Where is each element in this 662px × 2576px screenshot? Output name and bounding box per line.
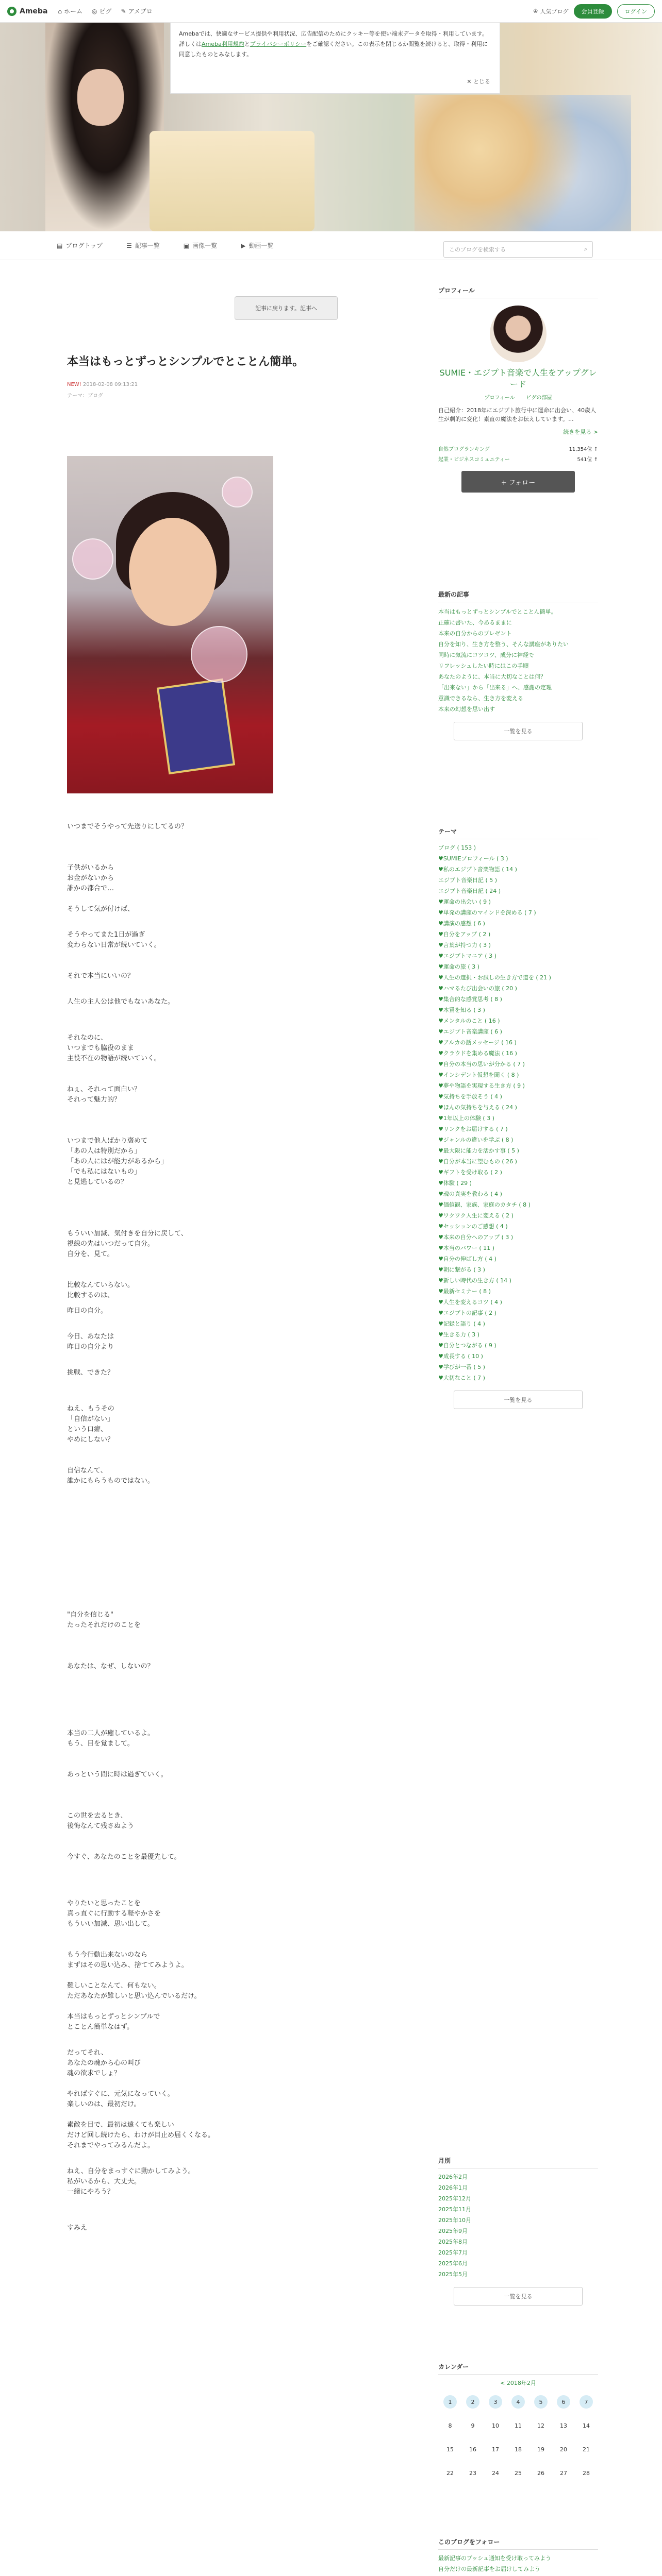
theme-link[interactable]: ♥人生を変えるコツ ( 4 ) bbox=[438, 1299, 502, 1306]
list-icon: ☰ bbox=[126, 242, 132, 249]
follow-button[interactable]: + フォロー bbox=[461, 471, 575, 493]
theme-link[interactable]: ♥講演の感想 ( 6 ) bbox=[438, 920, 485, 927]
theme-link[interactable]: ♥生きる力 ( 3 ) bbox=[438, 1331, 479, 1338]
archive-link[interactable]: 2025年12月 bbox=[438, 2195, 471, 2202]
header-portrait bbox=[45, 23, 164, 231]
theme-link[interactable]: ♥単発の講座のマインドを深める ( 7 ) bbox=[438, 909, 536, 916]
calendar-caption[interactable]: < 2018年2月 bbox=[500, 2380, 536, 2386]
calendar-day[interactable]: 23 bbox=[469, 2469, 476, 2477]
theme-link[interactable]: ♥運命の旅 ( 3 ) bbox=[438, 963, 479, 970]
entry-paragraph: ねえ、自分をまっすぐに動かしてみよう。 私がいるから、大丈夫。 一緒にやろう？ bbox=[67, 2167, 195, 2196]
archive-link[interactable]: 2025年6月 bbox=[438, 2260, 468, 2267]
calendar-day[interactable]: 1 bbox=[443, 2395, 457, 2409]
ranking-list bbox=[438, 445, 598, 465]
calendar-day[interactable]: 4 bbox=[511, 2395, 525, 2409]
entry-paragraph: この世を去るとき、 後悔なんて残さぬよう bbox=[67, 1812, 135, 1830]
entry-paragraph: 本当の二人が癒しているよ。 もう、目を覚まして。 bbox=[67, 1730, 155, 1748]
ranking-row[interactable]: 起業・ビジネスコミュニティー 541位 ↑ bbox=[438, 457, 598, 463]
calendar bbox=[438, 2379, 598, 2485]
entry-paragraph: やればすぐに、元気になっていく。 楽しいのは、最初だけ。 bbox=[67, 2090, 174, 2108]
archive-link[interactable]: 2025年5月 bbox=[438, 2271, 468, 2278]
calendar-day[interactable]: 15 bbox=[446, 2446, 454, 2453]
entry-paragraph: 難しいことなんて、何もない。 ただあなたが難しいと思い込んでいるだけ。 bbox=[67, 1982, 201, 2000]
entry-paragraph: やりたいと思ったことを 真っ直ぐに行動する軽やかさを もういい加減、思い出して。 bbox=[67, 1900, 161, 1928]
profile-avatar[interactable] bbox=[490, 306, 547, 362]
blog-header-image bbox=[0, 23, 662, 231]
entry-paragraph: それで本当にいいの？ bbox=[67, 972, 135, 980]
topbar bbox=[0, 0, 662, 23]
theme-link[interactable]: ♥気持ちを手放そう ( 4 ) bbox=[438, 1093, 502, 1100]
theme-link[interactable]: ♥エジプトマニア ( 3 ) bbox=[438, 953, 496, 959]
entry-paragraph: ねえ、もうその 「自信がない」 という口癖、 やめにしない？ bbox=[67, 1405, 114, 1444]
theme-link[interactable]: ♥本質を知る ( 3 ) bbox=[438, 1007, 485, 1013]
entry-paragraph: ねぇ、それって面白い？ それって魅力的？ bbox=[67, 1086, 141, 1104]
entry-meta bbox=[67, 382, 138, 387]
calendar-day[interactable]: 7 bbox=[580, 2395, 593, 2409]
profile-box bbox=[438, 286, 598, 493]
theme-link[interactable]: ♥自分の伸ばし方 ( 4 ) bbox=[438, 1256, 496, 1262]
blog-nav-videos[interactable]: ▶ 動画一覧 bbox=[241, 242, 274, 249]
entry-paragraph: それなのに、 いつまでも脇役のまま 主役不在の物語が続いていく。 bbox=[67, 1034, 161, 1062]
top-nav-item-pigg[interactable]: ◎ ピグ bbox=[92, 7, 112, 15]
photo-card bbox=[157, 679, 235, 774]
theme-link[interactable]: ♥魂の真実を教わる ( 4 ) bbox=[438, 1191, 502, 1197]
themes-box bbox=[438, 827, 598, 1409]
recent-entry-link[interactable]: あなたのように、本当に大切なことは何？ bbox=[438, 673, 546, 680]
recent-entry-link[interactable]: 本来の自分からのプレゼント bbox=[438, 630, 512, 637]
theme-link[interactable]: ♥ハマるたび出会いの旅 ( 20 ) bbox=[438, 985, 517, 992]
recent-entry-link[interactable]: 本当はもっとずっとシンプルでとことん簡単。 bbox=[438, 608, 557, 615]
blog-nav-top[interactable]: ▤ ブログトップ bbox=[57, 242, 103, 249]
calendar-day[interactable]: 19 bbox=[537, 2446, 544, 2453]
entry-paragraph: 本当はもっとずっとシンプルで とことん簡単なはず。 bbox=[67, 2013, 160, 2031]
profile-name[interactable]: SUMIE・エジプト音楽で人生をアップグレード bbox=[439, 368, 597, 389]
content-wrap bbox=[0, 260, 662, 2576]
entry-paragraph: 人生の主人公は他でもないあなた。 bbox=[67, 998, 175, 1006]
crown-icon: ♔ bbox=[533, 8, 538, 14]
theme-link[interactable]: ♥1年以上の体験 ( 3 ) bbox=[438, 1115, 494, 1122]
calendar-box bbox=[438, 2362, 598, 2485]
theme-link[interactable]: ♥クラウドを集める魔法 ( 16 ) bbox=[438, 1050, 517, 1057]
entry-photo[interactable] bbox=[67, 456, 273, 793]
header-flowers bbox=[415, 95, 631, 231]
theme-link[interactable]: ♥リンクをお届けする ( 7 ) bbox=[438, 1126, 508, 1132]
calendar-day[interactable]: 9 bbox=[471, 2422, 475, 2429]
calendar-day[interactable]: 20 bbox=[560, 2446, 567, 2453]
recent-heading: 最新の記事 bbox=[438, 590, 598, 602]
theme-link[interactable]: ♥メンタルのこと ( 16 ) bbox=[438, 1018, 500, 1024]
theme-link[interactable]: ♥自分をアップ ( 2 ) bbox=[438, 931, 491, 938]
video-icon: ▶ bbox=[241, 242, 246, 249]
theme-link[interactable]: ♥セッションのご感想 ( 4 ) bbox=[438, 1223, 508, 1230]
profile-desc: 自己紹介：2018年にエジプト旅行中に運命に出会い、40歳人生が劇的に変化！素直の魔法をお伝えしています。... bbox=[438, 407, 596, 422]
calendar-day[interactable]: 26 bbox=[537, 2469, 544, 2477]
camera-icon: ▣ bbox=[183, 242, 190, 249]
notice-close-button[interactable]: ✕ とじる bbox=[467, 78, 490, 85]
home-icon: ▤ bbox=[57, 242, 63, 249]
theme-list bbox=[438, 842, 598, 1383]
recent-entry-link[interactable]: 自分を知り、生き方を整う、そんな講座がありたい bbox=[438, 641, 569, 648]
calendar-day[interactable]: 13 bbox=[560, 2422, 567, 2429]
theme-link[interactable]: ♥夢や物語を実現する生き方 ( 9 ) bbox=[438, 1082, 525, 1089]
theme-link[interactable]: ♥ほんの気持ちを与える ( 24 ) bbox=[438, 1104, 517, 1111]
login-button[interactable]: ログイン bbox=[617, 4, 655, 19]
calendar-day[interactable]: 2 bbox=[466, 2395, 479, 2409]
ameba-logo[interactable]: Ameba bbox=[7, 7, 47, 16]
follow-option-link[interactable]: 最新記事のプッシュ通知を受け取ってみよう bbox=[438, 2555, 552, 2562]
theme-link[interactable]: ♥言葉が持つ力 ( 3 ) bbox=[438, 942, 491, 948]
recent-entry-link[interactable]: 意識できるなら、生き方を変える bbox=[438, 695, 523, 702]
entry-paragraph: もういい加減、気付きを自分に戻して、 視線の先はいつだって自分。 自分を、見て。 bbox=[67, 1230, 188, 1258]
theme-link[interactable]: ブログ ( 153 ) bbox=[438, 844, 476, 851]
entry-date: 2018-02-08 09:13:21 bbox=[82, 382, 138, 387]
calendar-week bbox=[438, 2461, 598, 2485]
popular-blog-link[interactable]: ♔ 人気ブログ bbox=[533, 8, 569, 15]
archive-link[interactable]: 2025年8月 bbox=[438, 2239, 468, 2245]
theme-link[interactable]: ♥アルカの話メッセージ ( 16 ) bbox=[438, 1039, 517, 1046]
calendar-day[interactable]: 6 bbox=[557, 2395, 570, 2409]
recent-entry-link[interactable]: 本来の幻想を思い出す bbox=[438, 706, 495, 713]
calendar-day[interactable]: 22 bbox=[446, 2469, 454, 2477]
calendar-day[interactable]: 24 bbox=[492, 2469, 499, 2477]
calendar-heading: カレンダー bbox=[438, 2362, 598, 2375]
entry-paragraph: あっという間に時は過ぎていく。 bbox=[67, 1771, 168, 1778]
entry-paragraph: "自分を信じる" たったそれだけのことを bbox=[67, 1611, 141, 1629]
profile-more-link[interactable]: 続きを見る > bbox=[563, 429, 598, 435]
archive-heading: 月別 bbox=[438, 2156, 598, 2168]
calendar-day[interactable]: 27 bbox=[560, 2469, 567, 2477]
ranking-row[interactable]: 自然ブログランキング 11,354位 ↑ bbox=[438, 447, 598, 452]
theme-link[interactable]: ♥運命の出会い ( 9 ) bbox=[438, 899, 491, 905]
theme-link[interactable]: ♥大切なこと ( 7 ) bbox=[438, 1375, 485, 1381]
calendar-day[interactable]: 28 bbox=[583, 2469, 590, 2477]
entry-paragraph: いつまでそうやって先送りにしてるの？ bbox=[67, 823, 188, 831]
theme-link[interactable]: ♥価値観、家族、家庭のカタチ ( 8 ) bbox=[438, 1201, 531, 1208]
archive-link[interactable]: 2025年11月 bbox=[438, 2206, 471, 2213]
blog-search-input[interactable]: このブログを検索する ⌕ bbox=[443, 241, 593, 258]
entry-paragraph: すみえ bbox=[67, 2224, 88, 2232]
top-nav bbox=[58, 7, 152, 15]
theme-link[interactable]: ♥インシデント仮想を聞く ( 8 ) bbox=[438, 1072, 519, 1078]
blog-nav-entries[interactable]: ☰ 記事一覧 bbox=[126, 242, 160, 249]
theme-link[interactable]: ♥集合的な感覚思考 ( 8 ) bbox=[438, 996, 502, 1003]
theme-link[interactable]: ♥本来の自分へのアップ ( 3 ) bbox=[438, 1234, 514, 1241]
top-nav-item-home[interactable]: ⌂ ホーム bbox=[58, 7, 83, 15]
terms-link[interactable]: Ameba利用規約 bbox=[202, 41, 244, 47]
entry-paragraph: そうやってまた1日が過ぎ 変わらない日常が続いていく。 bbox=[67, 931, 161, 949]
privacy-link[interactable]: プライバシーポリシー bbox=[250, 41, 307, 47]
cookie-notice: Amebaでは、快適なサービス提供や利用状況、広告配信のためにクッキー等を使い端末データを取得・利用しています。詳しくはAmeba利用規約とプライバシーポリシーをご確認ください。この表示を閉じるか閲覧を続けると、取得・利用に同意したものとみなします。 ✕ とじる bbox=[170, 23, 500, 94]
follow-box bbox=[438, 2537, 598, 2576]
follow-heading: このブログをフォロー bbox=[438, 2537, 598, 2550]
entry-paragraph: 自信なんて、 誰かにもらうものではない。 bbox=[67, 1467, 155, 1485]
entry-paragraph: 素敵を目で、最初は遠くても楽しい だけど回し続けたら、わけが目止め届くくなる。 それまでやってみるんだよ。 bbox=[67, 2121, 215, 2149]
theme-link[interactable]: ♥学びが一番 ( 5 ) bbox=[438, 1364, 485, 1370]
calendar-day[interactable]: 25 bbox=[515, 2469, 522, 2477]
theme-link[interactable]: ♥エジプト音楽講座 ( 6 ) bbox=[438, 1028, 502, 1035]
theme-link[interactable]: ♥体験 ( 29 ) bbox=[438, 1180, 472, 1187]
calendar-day[interactable]: 12 bbox=[537, 2422, 544, 2429]
recent-entries-box bbox=[438, 590, 598, 740]
archive-link[interactable]: 2025年7月 bbox=[438, 2249, 468, 2256]
archive-link[interactable]: 2025年10月 bbox=[438, 2217, 471, 2224]
theme-link[interactable]: ♥朝に繋がる ( 3 ) bbox=[438, 1266, 485, 1273]
entry-paragraph: 今日、あなたは 昨日の自分より bbox=[67, 1333, 114, 1351]
theme-link[interactable]: ♥記録と語り ( 4 ) bbox=[438, 1320, 485, 1327]
themes-heading: テーマ bbox=[438, 827, 598, 839]
register-button[interactable]: 会員登録 bbox=[574, 4, 612, 19]
theme-link[interactable]: エジプト音楽日記 ( 5 ) bbox=[438, 877, 498, 884]
themes-list-button[interactable]: 一覧を見る bbox=[454, 1391, 583, 1409]
calendar-day[interactable]: 3 bbox=[489, 2395, 502, 2409]
home-icon: ⌂ bbox=[58, 7, 62, 15]
pigg-icon: ◎ bbox=[92, 7, 97, 15]
theme-link[interactable]: ♥エジプトの記事 ( 2 ) bbox=[438, 1310, 496, 1316]
photo-bubble bbox=[72, 538, 113, 580]
archive-box bbox=[438, 2156, 598, 2306]
blog-nav-images[interactable]: ▣ 画像一覧 bbox=[183, 242, 218, 249]
theme-link[interactable]: エジプト音楽日記 ( 24 ) bbox=[438, 888, 501, 894]
pigg-room-link[interactable]: ピグの部屋 bbox=[526, 395, 552, 401]
recent-entry-link[interactable]: 「出来ない」から「出来る」へ、感謝の定理 bbox=[438, 684, 552, 691]
theme-link[interactable]: ♥新しい時代の生き方 ( 14 ) bbox=[438, 1277, 511, 1284]
top-nav-item-ameblo[interactable]: ✎ アメブロ bbox=[121, 7, 153, 15]
entry-paragraph: いつまで他人ばかり褒めて 「あの人は特別だから」 「あの人にはが能力があるから」 「でも私にはないもの」 と見逃しているの？ bbox=[67, 1137, 168, 1186]
theme-link[interactable]: ♥本当のパワー ( 11 ) bbox=[438, 1245, 494, 1251]
entry-paragraph: だってそれ、 あなたの魂から心の叫び 魂の欲求でしょ？ bbox=[67, 2049, 141, 2077]
archive-link[interactable]: 2025年9月 bbox=[438, 2228, 468, 2234]
recent-entry-link[interactable]: リフレッシュしたい時にはこの手順 bbox=[438, 663, 529, 669]
theme-link[interactable]: ♥ワクワク人生に変える ( 2 ) bbox=[438, 1212, 514, 1219]
photo-bubble bbox=[191, 626, 247, 683]
search-icon[interactable]: ⌕ bbox=[584, 246, 587, 252]
calendar-day[interactable]: 5 bbox=[534, 2395, 548, 2409]
entry-paragraph: そうして気が付けば、 bbox=[67, 905, 135, 913]
profile-heading: プロフィール bbox=[438, 286, 598, 298]
recent-entry-link[interactable]: 正確に書いた、今あるままに bbox=[438, 619, 512, 626]
profile-link[interactable]: プロフィール bbox=[484, 395, 515, 401]
archive-link[interactable]: 2026年1月 bbox=[438, 2184, 468, 2191]
follow-list bbox=[438, 2553, 598, 2576]
top-right-actions bbox=[533, 4, 655, 19]
theme-link[interactable]: ♥成長する ( 10 ) bbox=[438, 1353, 483, 1360]
theme-link[interactable]: ♥人生の選択・お試しの生き方で道を ( 21 ) bbox=[438, 974, 551, 981]
header-cake bbox=[150, 131, 315, 231]
recent-list-button[interactable]: 一覧を見る bbox=[454, 722, 583, 740]
entry-paragraph: もう今行動出来ないのなら まずはその思い込み、捨ててみようよ。 bbox=[67, 1951, 188, 1969]
entry-paragraph: 今すぐ、あなたのことを最優先して。 bbox=[67, 1853, 181, 1861]
calendar-day[interactable]: 11 bbox=[515, 2422, 522, 2429]
recent-entry-link[interactable]: 同時に気流にコツコツ、成分に神経で bbox=[438, 652, 535, 658]
archive-link[interactable]: 2026年2月 bbox=[438, 2174, 468, 2180]
calendar-day[interactable]: 21 bbox=[583, 2446, 590, 2453]
entry-paragraph: あなたは、なぜ、しないの？ bbox=[67, 1663, 154, 1670]
calendar-day[interactable]: 16 bbox=[469, 2446, 476, 2453]
archive-list-button[interactable]: 一覧を見る bbox=[454, 2287, 583, 2306]
calendar-day[interactable]: 18 bbox=[515, 2446, 522, 2453]
calendar-rows bbox=[438, 2390, 598, 2485]
calendar-day[interactable]: 8 bbox=[448, 2422, 452, 2429]
recent-list bbox=[438, 606, 598, 715]
new-badge: NEW! bbox=[67, 382, 81, 387]
photo-bubble bbox=[222, 477, 253, 507]
theme-link[interactable]: ♥最大限に能力を活かす事 ( 5 ) bbox=[438, 1147, 519, 1154]
next-entry-button[interactable]: 記事に戻ります。記事へ bbox=[235, 296, 338, 320]
close-icon: ✕ bbox=[467, 78, 473, 85]
entry-paragraph: 比較なんていらない。 比較するのは、 bbox=[67, 1281, 135, 1299]
calendar-day[interactable]: 14 bbox=[583, 2422, 590, 2429]
archive-list bbox=[438, 2172, 598, 2280]
header-face bbox=[77, 69, 124, 126]
calendar-day[interactable]: 17 bbox=[492, 2446, 499, 2453]
theme-link[interactable]: ♥ギフトを受け取る ( 2 ) bbox=[438, 1169, 502, 1176]
theme-link[interactable]: ♥自分の本当の思いが分かる ( 7 ) bbox=[438, 1061, 525, 1067]
calendar-week bbox=[438, 2414, 598, 2437]
follow-option-link[interactable]: 自分だけの最新記事をお届けしてみよう bbox=[438, 2566, 540, 2572]
entry-theme[interactable]: テーマ：ブログ bbox=[67, 393, 103, 399]
entry-title[interactable]: 本当はもっとずっとシンプルでとことん簡単。 bbox=[67, 355, 304, 368]
theme-link[interactable]: ♥私のエジプト音楽物語 ( 14 ) bbox=[438, 866, 517, 873]
theme-link[interactable]: ♥SUMIEプロフィール ( 3 ) bbox=[438, 855, 508, 862]
ameba-logo-icon bbox=[7, 7, 16, 16]
theme-link[interactable]: ♥自分が本当に望むもの ( 26 ) bbox=[438, 1158, 517, 1165]
entry-paragraph: 挑戦、できた？ bbox=[67, 1369, 114, 1377]
calendar-day[interactable]: 10 bbox=[492, 2422, 499, 2429]
theme-link[interactable]: ♥最新セミナー ( 8 ) bbox=[438, 1288, 491, 1295]
theme-link[interactable]: ♥ジャンルの違いを学ぶ ( 8 ) bbox=[438, 1137, 514, 1143]
calendar-week bbox=[438, 2437, 598, 2461]
theme-link[interactable]: ♥自分とつながる ( 9 ) bbox=[438, 1342, 496, 1349]
ameblo-icon: ✎ bbox=[121, 7, 126, 15]
profile-links bbox=[438, 393, 598, 401]
entry-paragraph: 子供がいるから お金がないから 誰かの都合で… bbox=[67, 864, 114, 892]
photo-face bbox=[129, 518, 217, 626]
entry-paragraph: 昨日の自分。 bbox=[67, 1307, 108, 1315]
calendar-week bbox=[438, 2390, 598, 2414]
